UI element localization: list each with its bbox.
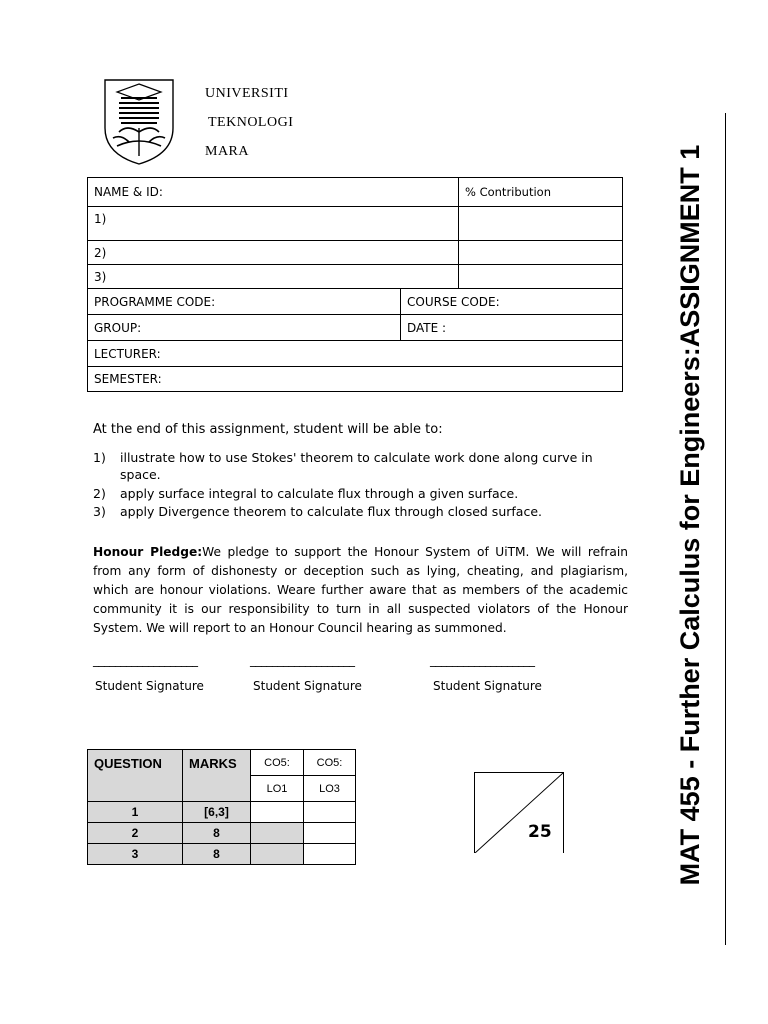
member-1-contribution-field[interactable] [459,207,623,241]
honour-pledge-text: We pledge to support the Honour System of UiTM. We will refrain from any form of dishonesty or deception such as lying, cheating, and plagiarism, which are honour violations. Weare further aware that as members of the academic community it is our responsibility to turn in all suspected violators of the Honour System. We will report to an Honour Council hearing as summoned. [93,545,628,635]
honour-pledge-label: Honour Pledge: [93,545,203,559]
signature-line-2[interactable]: ___________________ [250,653,355,667]
question-number: 3 [88,844,183,865]
objective-text: illustrate how to use Stokes' theorem to calculate work done along curve in space. [120,450,593,482]
score-cell[interactable] [251,823,304,844]
objective-text: apply surface integral to calculate flux through a given surface. [120,486,519,501]
objective-item [93,485,603,502]
lecturer-field[interactable]: LECTURER: [88,341,623,367]
score-cell[interactable] [304,823,356,844]
objective-text: apply Divergence theorem to calculate flux through closed surface. [120,504,542,519]
signature-line-3[interactable]: ___________________ [430,653,535,667]
question-header: QUESTION [88,750,183,802]
date-field[interactable]: DATE : [401,315,623,341]
side-divider [725,113,726,945]
question-number: 1 [88,802,183,823]
score-cell[interactable] [304,844,356,865]
score-cell[interactable] [251,844,304,865]
honour-pledge [93,543,628,638]
signature-label-3: Student Signature [433,679,542,693]
signature-line-1[interactable]: ___________________ [93,653,198,667]
score-cell[interactable] [304,802,356,823]
name-id-label: NAME & ID: [88,178,459,207]
total-score: 25 [528,822,552,842]
co-lo1-header-bottom: LO1 [251,776,304,802]
question-marks: 8 [183,823,251,844]
group-field[interactable]: GROUP: [88,315,401,341]
objective-number: 2) [93,486,106,501]
member-2-contribution-field[interactable] [459,241,623,265]
side-title: MAT 455 - Further Calculus for Engineers:ASSIGNMENT 1 [675,144,705,886]
programme-code-field[interactable]: PROGRAMME CODE: [88,289,401,315]
course-code-field[interactable]: COURSE CODE: [401,289,623,315]
university-name-line3: MARA [205,144,250,159]
signature-label-2: Student Signature [253,679,362,693]
member-3-contribution-field[interactable] [459,265,623,289]
score-cell[interactable] [251,802,304,823]
marks-header: MARKS [183,750,251,802]
objective-item [93,503,603,520]
university-name-line1: UNIVERSITI [205,86,289,101]
question-number: 2 [88,823,183,844]
semester-field[interactable]: SEMESTER: [88,367,623,392]
objectives-intro: At the end of this assignment, student will be able to: [93,422,443,437]
question-marks: 8 [183,844,251,865]
member-1-field[interactable]: 1) [88,207,459,241]
objective-number: 3) [93,504,106,519]
co-lo1-header-top: CO5: [251,750,304,776]
uitm-logo-icon [99,76,179,166]
university-name-line2: TEKNOLOGI [208,115,294,130]
marks-table [87,749,356,865]
member-2-field[interactable]: 2) [88,241,459,265]
student-info-table [87,177,623,392]
member-3-field[interactable]: 3) [88,265,459,289]
co-lo3-header-bottom: LO3 [304,776,356,802]
objective-item [93,449,603,483]
co-lo3-header-top: CO5: [304,750,356,776]
contribution-label: % Contribution [459,178,623,207]
question-marks: [6,3] [183,802,251,823]
objective-number: 1) [93,450,106,465]
signature-label-1: Student Signature [95,679,204,693]
